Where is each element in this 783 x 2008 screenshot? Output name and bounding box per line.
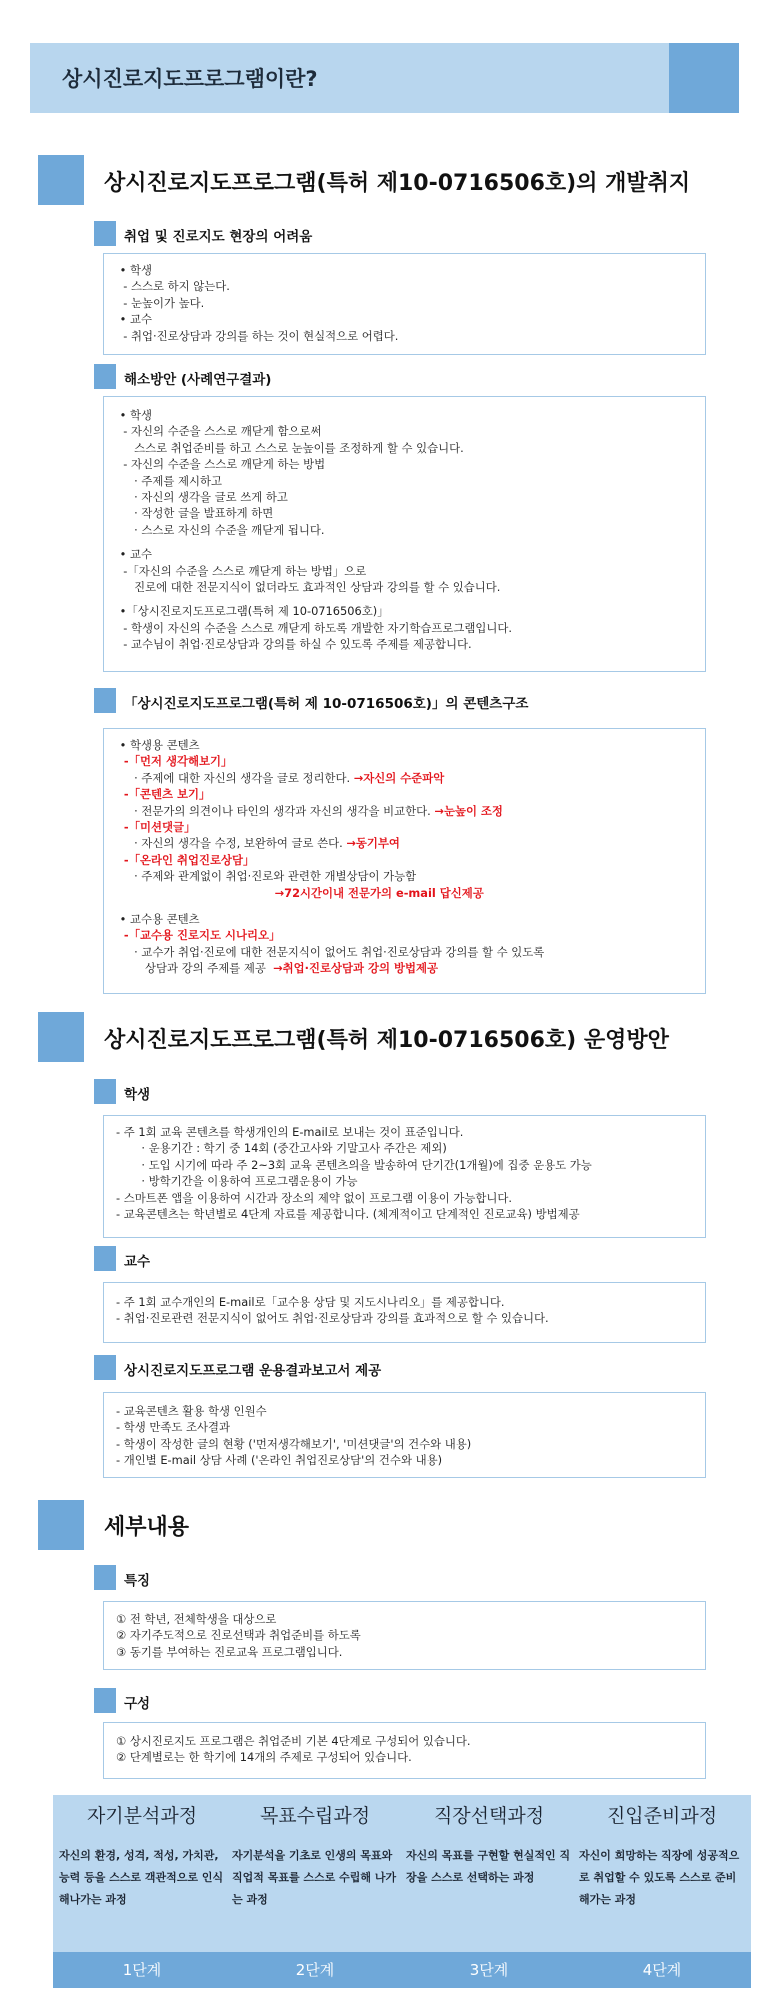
stage-card-2 bbox=[226, 1795, 404, 1952]
student-operation-box bbox=[103, 1115, 706, 1238]
stage-title: 자기분석과정 bbox=[86, 1805, 198, 1827]
subsection-title: 학생 bbox=[124, 1087, 151, 1103]
content-desc: · 주제와 관계없이 취업·진로와 관련한 개별상담이 가능함 bbox=[116, 869, 417, 884]
text-line: • 학생 bbox=[116, 408, 152, 422]
stage-desc: 자신의 환경, 성격, 적성, 가치관, 능력 등을 스스로 객관적으로 인식해나가는 과정 bbox=[59, 1849, 224, 1906]
section-marker bbox=[38, 1012, 84, 1062]
text-line: · 도입 시기에 따라 주 2~3회 교육 콘텐츠의을 발송하여 단기간(1개월)에 집중 운용도 가능 bbox=[116, 1157, 592, 1172]
text-line: - 학생이 작성한 글의 현황 ('먼저생각해보기', '미션댓글'의 건수와 내용) bbox=[116, 1436, 472, 1451]
content-result: →동기부여 bbox=[346, 836, 400, 851]
text-line: · 주제를 제시하고 bbox=[116, 473, 222, 488]
content-desc: 상담과 강의 주제를 제공 bbox=[116, 961, 274, 976]
subsection-marker bbox=[94, 1355, 116, 1380]
subsection-marker bbox=[94, 1688, 116, 1713]
text-line: - 스마트폰 앱을 이용하여 시간과 장소의 제약 없이 프로그램 이용이 가능합니다. bbox=[116, 1190, 513, 1205]
spacer bbox=[116, 901, 693, 911]
content-desc: · 자신의 생각을 수정, 보완하여 글로 쓴다. bbox=[116, 836, 347, 851]
content-name: -「먼저 생각해보기」 bbox=[116, 754, 233, 769]
subsection-marker bbox=[94, 1246, 116, 1271]
professor-operation-box bbox=[103, 1282, 706, 1343]
subsection-marker bbox=[94, 1565, 116, 1590]
solution-box bbox=[103, 396, 706, 672]
stage-title: 진입준비과정 bbox=[606, 1805, 718, 1827]
subsection-title: 교수 bbox=[124, 1254, 151, 1270]
text-line: - 취업·진로상담과 강의를 하는 것이 현실적으로 어렵다. bbox=[116, 328, 399, 343]
subsection-marker bbox=[94, 364, 116, 389]
composition-box bbox=[103, 1722, 706, 1779]
content-result: →눈높이 조정 bbox=[434, 803, 503, 818]
content-name: -「콘텐츠 보기」 bbox=[116, 787, 211, 802]
text-line: - 교수님이 취업·진로상담과 강의를 하실 수 있도록 주제를 제공합니다. bbox=[116, 637, 472, 652]
text-line: • 학생용 콘텐츠 bbox=[116, 738, 200, 752]
text-line: - 주 1회 교수개인의 E-mail로「교수용 상담 및 지도시나리오」를 제공합니다. bbox=[116, 1295, 505, 1309]
report-box bbox=[103, 1392, 706, 1478]
text-line: 진로에 대한 전문지식이 없더라도 효과적인 상담과 강의를 할 수 있습니다. bbox=[116, 580, 501, 595]
content-desc: · 전문가의 의견이나 타인의 생각과 자신의 생각을 비교한다. bbox=[116, 803, 435, 818]
content-structure-box bbox=[103, 728, 706, 994]
text-line: ② 단계별로는 한 학기에 14개의 주제로 구성되어 있습니다. bbox=[116, 1750, 412, 1765]
text-line: · 스스로 자신의 수준을 깨닫게 됩니다. bbox=[116, 522, 325, 537]
text-line: - 교육콘텐츠는 학년별로 4단계 자료를 제공합니다. (체계적이고 단계적인 진로교육) 방법제공 bbox=[116, 1207, 580, 1222]
text-line: · 자신의 생각을 글로 쓰게 하고 bbox=[116, 490, 288, 505]
section-title: 상시진로지도프로그램(특허 제10-0716506호)의 개발취지 bbox=[104, 171, 691, 196]
section-title: 상시진로지도프로그램(특허 제10-0716506호) 운영방안 bbox=[104, 1028, 669, 1053]
content-result: →취업·진로상담과 강의 방법제공 bbox=[273, 961, 438, 976]
text-line: - 스스로 하지 않는다. bbox=[116, 279, 230, 294]
section-marker bbox=[38, 155, 84, 205]
stage-step-4: 4단계 bbox=[573, 1952, 751, 1988]
stage-step-2: 2단계 bbox=[226, 1952, 404, 1988]
subsection-title: 「상시진로지도프로그램(특허 제 10-0716506호)」의 콘텐츠구조 bbox=[124, 696, 529, 712]
text-line: - 자신의 수준을 스스로 깨닫게 하는 방법 bbox=[116, 457, 326, 472]
stage-desc: 자기분석을 기초로 인생의 목표와 직업적 목표를 스스로 수립해 나가는 과정 bbox=[232, 1849, 397, 1906]
content-result: →72시간이내 전문가의 e-mail 답신제공 bbox=[116, 885, 484, 900]
text-line: 스스로 취업준비를 하고 스스로 눈높이를 조정하게 할 수 있습니다. bbox=[116, 440, 464, 455]
text-line: - 눈높이가 높다. bbox=[116, 295, 205, 310]
section-marker bbox=[38, 1500, 84, 1550]
text-line: ② 자기주도적으로 진로선택과 취업준비를 하도록 bbox=[116, 1628, 361, 1643]
stage-desc: 자신의 목표를 구현할 현실적인 직장을 스스로 선택하는 과정 bbox=[406, 1849, 571, 1884]
section-title: 세부내용 bbox=[104, 1515, 190, 1540]
text-line: · 방학기간을 이용하여 프로그램운용이 가능 bbox=[116, 1174, 358, 1189]
stage-step-1: 1단계 bbox=[53, 1952, 231, 1988]
stage-card-1 bbox=[53, 1795, 231, 1952]
subsection-title: 특징 bbox=[124, 1573, 151, 1589]
text-line: ③ 동기를 부여하는 진로교육 프로그램입니다. bbox=[116, 1644, 343, 1659]
text-line: - 교육콘텐츠 활용 학생 인원수 bbox=[116, 1404, 267, 1418]
text-line: - 취업·진로관련 전문지식이 없어도 취업·진로상담과 강의를 효과적으로 할 수 있습니다. bbox=[116, 1311, 549, 1326]
text-line: - 자신의 수준을 스스로 깨닫게 함으로써 bbox=[116, 424, 322, 439]
subsection-title: 상시진로지도프로그램 운용결과보고서 제공 bbox=[124, 1363, 382, 1379]
text-line: · 작성한 글을 발표하게 하면 bbox=[116, 506, 274, 521]
content-desc: · 교수가 취업·진로에 대한 전문지식이 없어도 취업·진로상담과 강의를 할 수 있도록 bbox=[116, 944, 545, 959]
content-name: -「미션댓글」 bbox=[116, 820, 196, 835]
stage-title: 목표수립과정 bbox=[259, 1805, 371, 1827]
text-line: • 학생 bbox=[116, 263, 152, 277]
text-line: • 교수 bbox=[116, 547, 152, 562]
stage-step-3: 3단계 bbox=[400, 1952, 578, 1988]
subsection-title: 구성 bbox=[124, 1696, 151, 1712]
text-line: · 운용기간 : 학기 중 14회 (중간고사와 기말고사 주간은 제외) bbox=[116, 1141, 447, 1156]
subsection-marker bbox=[94, 221, 116, 246]
spacer bbox=[116, 595, 693, 603]
text-line: • 교수용 콘텐츠 bbox=[116, 912, 200, 927]
content-name: -「교수용 진로지도 시나리오」 bbox=[116, 928, 281, 943]
content-desc: · 주제에 대한 자신의 생각을 글로 정리한다. bbox=[116, 770, 354, 785]
page-title-bar bbox=[30, 43, 739, 113]
content-result: →자신의 수준파악 bbox=[353, 770, 445, 785]
stage-card-3 bbox=[400, 1795, 578, 1952]
text-line: ① 상시진로지도 프로그램은 취업준비 기본 4단계로 구성되어 있습니다. bbox=[116, 1734, 471, 1748]
text-line: - 주 1회 교육 콘텐츠를 학생개인의 E-mail로 보내는 것이 표준입니다. bbox=[116, 1125, 464, 1139]
text-line: - 학생 만족도 조사결과 bbox=[116, 1420, 231, 1435]
subsection-marker bbox=[94, 1079, 116, 1104]
content-name: -「온라인 취업진로상담」 bbox=[116, 852, 255, 867]
text-line: -「자신의 수준을 스스로 깨닫게 하는 방법」으로 bbox=[116, 563, 367, 578]
stage-desc: 자신이 희망하는 직장에 성공적으로 취업할 수 있도록 스스로 준비해가는 과정 bbox=[579, 1849, 740, 1906]
subsection-title: 취업 및 진로지도 현장의 어려움 bbox=[124, 229, 313, 245]
stage-card-4 bbox=[573, 1795, 751, 1952]
text-line: - 학생이 자신의 수준을 스스로 깨닫게 하도록 개발한 자기학습프로그램입니다. bbox=[116, 620, 513, 635]
subsection-marker bbox=[94, 688, 116, 713]
title-accent-block bbox=[669, 43, 739, 113]
text-line: •「상시진로지도프로그램(특허 제 10-0716506호)」 bbox=[116, 604, 389, 619]
text-line: • 교수 bbox=[116, 312, 152, 327]
difficulty-box bbox=[103, 253, 706, 355]
features-box bbox=[103, 1601, 706, 1670]
subsection-title: 해소방안 (사례연구결과) bbox=[124, 372, 272, 388]
page-title: 상시진로지도프로그램이란? bbox=[62, 67, 318, 91]
spacer bbox=[116, 538, 693, 546]
text-line: ① 전 학년, 전체학생을 대상으로 bbox=[116, 1612, 277, 1626]
stage-title: 직장선택과정 bbox=[433, 1805, 545, 1827]
text-line: - 개인별 E-mail 상담 사례 ('온라인 취업진로상담'의 건수와 내용) bbox=[116, 1453, 443, 1468]
